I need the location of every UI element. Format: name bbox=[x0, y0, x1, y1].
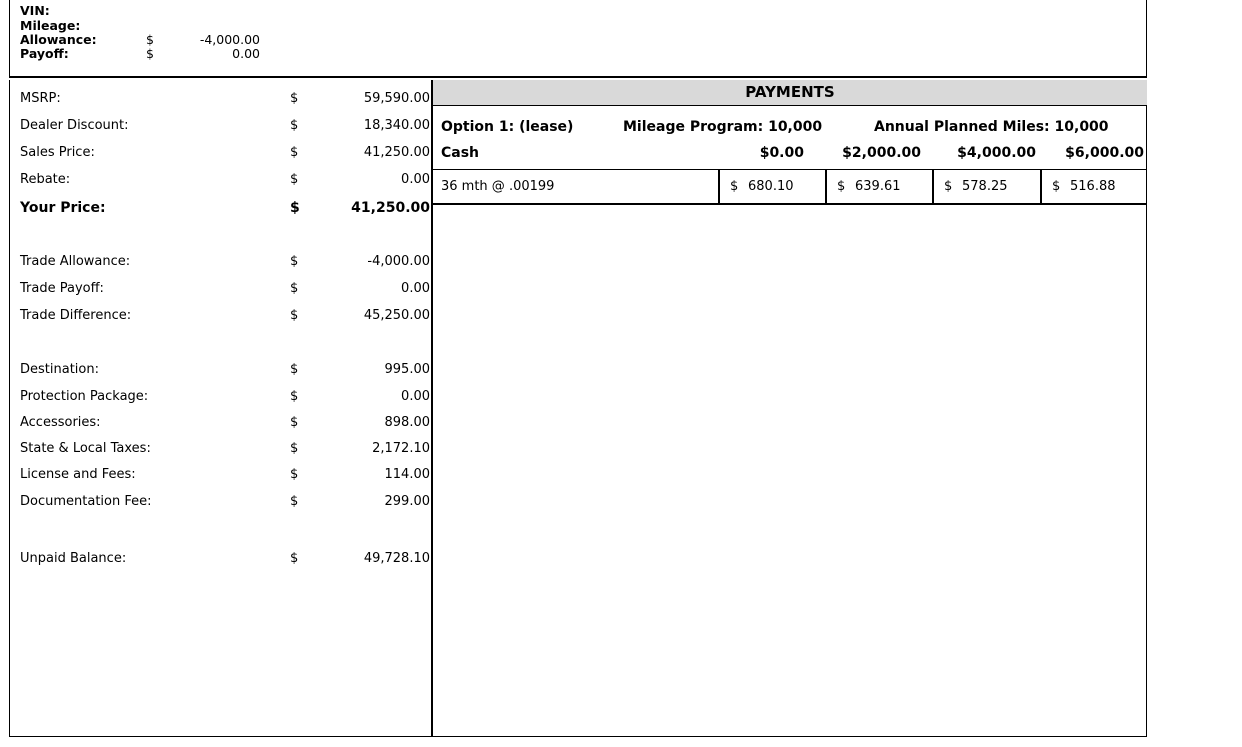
price-label: Accessories: bbox=[20, 415, 101, 430]
payment-cell bbox=[718, 170, 825, 203]
cash-option: $0.00 bbox=[759, 145, 804, 161]
vin-label: VIN: bbox=[20, 3, 50, 18]
price-currency: $ bbox=[290, 494, 299, 509]
payment-amount: 639.61 bbox=[855, 179, 901, 194]
payment-currency: $ bbox=[1052, 179, 1061, 194]
payoff-currency: $ bbox=[146, 46, 154, 61]
price-currency: $ bbox=[290, 551, 299, 566]
price-value: 2,172.10 bbox=[372, 441, 430, 456]
price-label: Your Price: bbox=[20, 200, 106, 216]
price-label: MSRP: bbox=[20, 91, 61, 106]
allowance-label: Allowance: bbox=[20, 32, 97, 47]
price-value: 18,340.00 bbox=[363, 118, 430, 133]
price-currency: $ bbox=[290, 281, 299, 296]
price-currency: $ bbox=[290, 254, 299, 269]
option-label: Option 1: (lease) bbox=[441, 119, 574, 135]
payments-header: PAYMENTS bbox=[433, 80, 1147, 106]
cash-label: Cash bbox=[441, 145, 480, 161]
payment-currency: $ bbox=[730, 179, 739, 194]
price-currency: $ bbox=[290, 415, 299, 430]
price-value: 41,250.00 bbox=[363, 145, 430, 160]
price-currency: $ bbox=[290, 362, 299, 377]
payment-cell bbox=[932, 170, 1040, 203]
price-label: Rebate: bbox=[20, 172, 71, 187]
price-currency: $ bbox=[290, 118, 299, 133]
payment-cell bbox=[1040, 170, 1147, 203]
price-currency: $ bbox=[290, 441, 299, 456]
price-label: Trade Allowance: bbox=[20, 254, 131, 269]
price-label: Protection Package: bbox=[20, 389, 149, 404]
payment-currency: $ bbox=[944, 179, 953, 194]
price-value: 59,590.00 bbox=[363, 91, 430, 106]
price-currency: $ bbox=[290, 308, 299, 323]
payment-amount: 578.25 bbox=[962, 179, 1008, 194]
deal-sheet bbox=[9, 80, 1147, 737]
allowance-value: -4,000.00 bbox=[199, 32, 260, 47]
payment-currency: $ bbox=[837, 179, 846, 194]
payment-amount: 680.10 bbox=[748, 179, 794, 194]
price-value: 114.00 bbox=[384, 467, 430, 482]
price-label: State & Local Taxes: bbox=[20, 441, 151, 456]
price-value: 0.00 bbox=[401, 172, 430, 187]
term-label: 36 mth @ .00199 bbox=[441, 179, 555, 194]
price-label: Documentation Fee: bbox=[20, 494, 152, 509]
price-value: -4,000.00 bbox=[367, 254, 430, 269]
price-value: 299.00 bbox=[384, 494, 430, 509]
payoff-label: Payoff: bbox=[20, 46, 69, 61]
cash-option: $2,000.00 bbox=[842, 145, 921, 161]
price-currency: $ bbox=[290, 200, 300, 216]
annual-planned-miles: Annual Planned Miles: 10,000 bbox=[874, 119, 1109, 135]
payments-panel bbox=[433, 80, 1147, 736]
price-value: 0.00 bbox=[401, 389, 430, 404]
price-value: 41,250.00 bbox=[351, 200, 430, 216]
price-value: 45,250.00 bbox=[363, 308, 430, 323]
price-label: Sales Price: bbox=[20, 145, 95, 160]
payment-cell bbox=[825, 170, 932, 203]
price-label: Trade Difference: bbox=[20, 308, 132, 323]
price-currency: $ bbox=[290, 91, 299, 106]
price-currency: $ bbox=[290, 467, 299, 482]
payoff-value: 0.00 bbox=[232, 46, 260, 61]
cash-option: $6,000.00 bbox=[1065, 145, 1144, 161]
price-label: Trade Payoff: bbox=[20, 281, 104, 296]
allowance-currency: $ bbox=[146, 32, 154, 47]
price-currency: $ bbox=[290, 145, 299, 160]
trade-info-box bbox=[9, 0, 1147, 78]
cash-option: $4,000.00 bbox=[957, 145, 1036, 161]
price-label: Unpaid Balance: bbox=[20, 551, 127, 566]
price-label: Destination: bbox=[20, 362, 99, 377]
price-currency: $ bbox=[290, 172, 299, 187]
mileage-label: Mileage: bbox=[20, 18, 81, 33]
price-label: License and Fees: bbox=[20, 467, 136, 482]
price-label: Dealer Discount: bbox=[20, 118, 129, 133]
payment-term-row bbox=[433, 169, 1147, 205]
price-value: 0.00 bbox=[401, 281, 430, 296]
price-value: 995.00 bbox=[384, 362, 430, 377]
payment-amount: 516.88 bbox=[1070, 179, 1116, 194]
price-value: 898.00 bbox=[384, 415, 430, 430]
price-currency: $ bbox=[290, 389, 299, 404]
price-value: 49,728.10 bbox=[363, 551, 430, 566]
mileage-program: Mileage Program: 10,000 bbox=[623, 119, 823, 135]
